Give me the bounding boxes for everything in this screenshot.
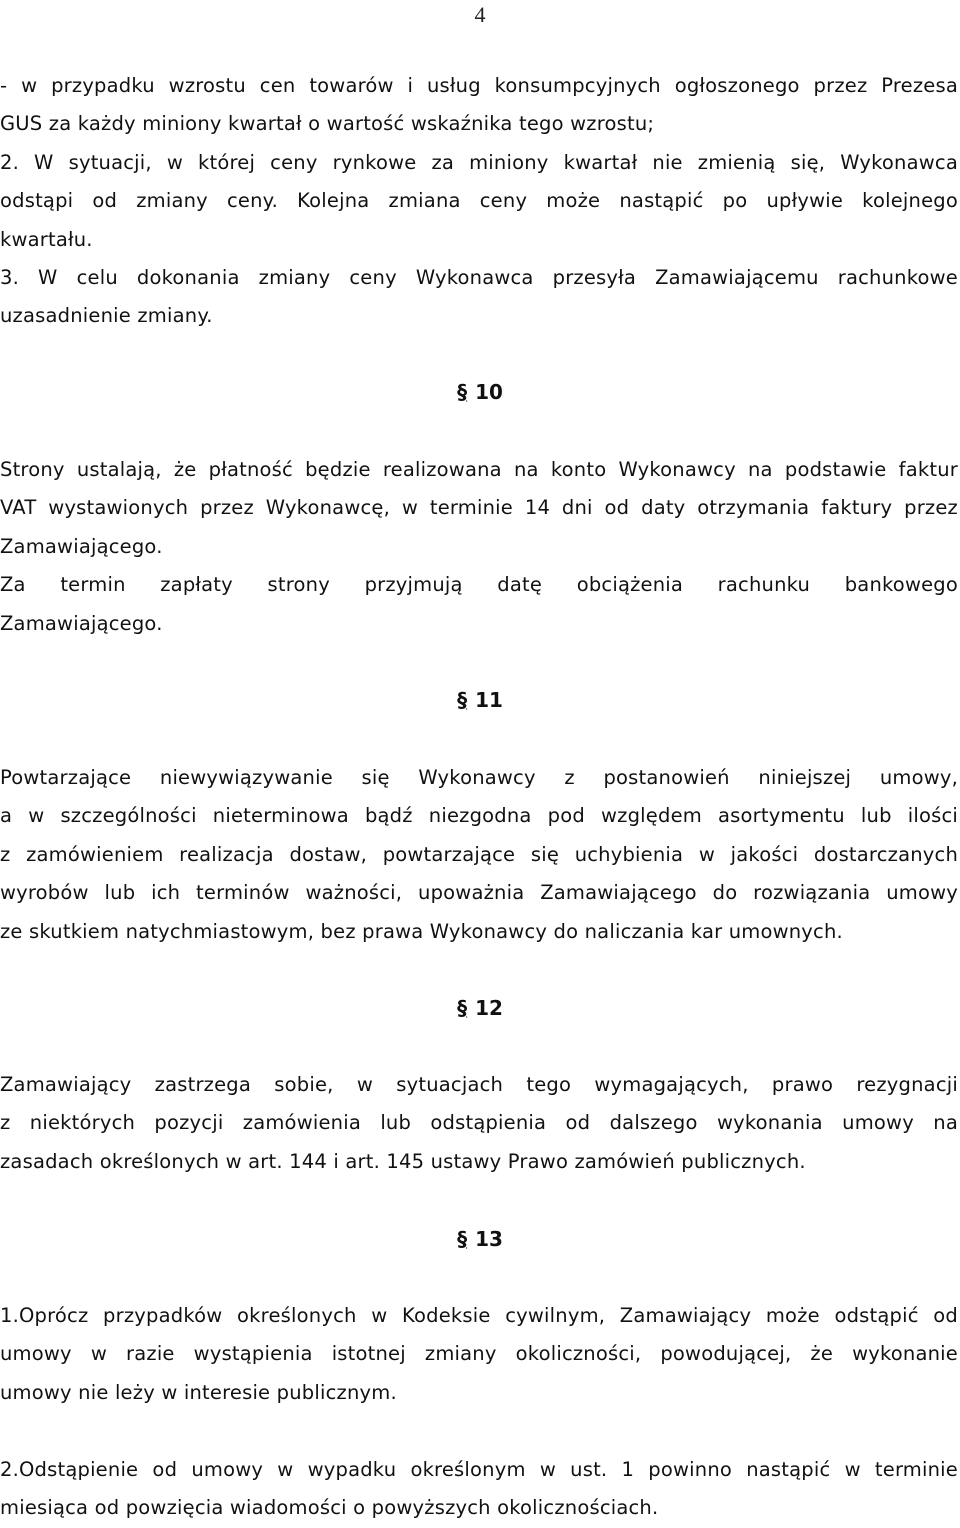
text-line: zasadach określonych w art. 144 i art. 145 ustawy Prawo zamówień publicznych.: [0, 1149, 806, 1173]
text-line: GUS za każdy miniony kwartał o wartość wskaźnika tego wzrostu;: [0, 112, 655, 136]
text-line: z niektórych pozycji zamówienia lub odstąpienia od dalszego wykonania umowy na: [0, 1111, 958, 1135]
text-line: VAT wystawionych przez Wykonawcę, w terminie 14 dni od daty otrzymania faktury przez: [0, 496, 958, 520]
text-line: kwartału.: [0, 227, 93, 251]
section-10-body: [0, 451, 958, 643]
section-13-paragraph-2: [0, 1451, 958, 1528]
section-number: 11: [475, 688, 503, 712]
text-line: 2. W sytuacji, w której ceny rynkowe za miniony kwartał nie zmienią się, Wykonawca: [0, 150, 958, 174]
text-line: 3. W celu dokonania zmiany ceny Wykonawca przesyła Zamawiającemu rachunkowe: [0, 266, 958, 290]
section-number: 13: [475, 1227, 503, 1251]
section-symbol: §: [457, 688, 468, 712]
section-heading-10: [0, 380, 960, 404]
text-line: miesiąca od powzięcia wiadomości o powyższych okolicznościach.: [0, 1496, 659, 1520]
text-line: Zamawiającego.: [0, 534, 163, 558]
text-line: z zamówieniem realizacja dostaw, powtarzające się uchybienia w jakości dostarczanych: [0, 842, 958, 866]
section-11-body: [0, 759, 958, 951]
section-heading-11: [0, 688, 960, 712]
text-line: uzasadnienie zmiany.: [0, 304, 213, 328]
section-number: 10: [475, 380, 503, 404]
text-line: Strony ustalają, że płatność będzie realizowana na konto Wykonawcy na podstawie faktur: [0, 458, 958, 481]
section-symbol: §: [457, 996, 468, 1020]
price-change-paragraph: [0, 67, 958, 336]
section-12-body: [0, 1066, 958, 1181]
text-line: ze skutkiem natychmiastowym, bez prawa Wykonawcy do naliczania kar umownych.: [0, 919, 843, 943]
text-line: a w szczególności nieterminowa bądź niezgodna pod względem asortymentu lub ilości: [0, 804, 958, 828]
text-line: 2.Odstąpienie od umowy w wypadku określonym w ust. 1 powinno nastąpić w terminie: [0, 1458, 958, 1481]
section-heading-13: [0, 1227, 960, 1251]
text-line: odstąpi od zmiany ceny. Kolejna zmiana ceny może nastąpić po upływie kolejnego: [0, 189, 958, 213]
section-13-paragraph-1: [0, 1297, 958, 1412]
text-line: 1.Oprócz przypadków określonych w Kodeksie cywilnym, Zamawiający może odstąpić od: [0, 1304, 958, 1327]
text-line: umowy w razie wystąpienia istotnej zmiany okoliczności, powodującej, że wykonanie: [0, 1342, 958, 1366]
text-line: Powtarzające niewywiązywanie się Wykonawcy z postanowień niniejszej umowy,: [0, 766, 958, 789]
text-line: Zamawiający zastrzega sobie, w sytuacjach tego wymagających, prawo rezygnacji: [0, 1073, 958, 1096]
text-line: wyrobów lub ich terminów ważności, upoważnia Zamawiającego do rozwiązania umowy: [0, 881, 958, 905]
section-heading-12: [0, 996, 960, 1020]
text-line: Zamawiającego.: [0, 611, 163, 635]
text-line: umowy nie leży w interesie publicznym.: [0, 1380, 397, 1404]
page-number: 4: [474, 2, 486, 27]
text-line: Za termin zapłaty strony przyjmują datę obciążenia rachunku bankowego: [0, 573, 958, 597]
text-line: - w przypadku wzrostu cen towarów i usług konsumpcyjnych ogłoszonego przez Prezesa: [0, 74, 958, 97]
section-symbol: §: [457, 380, 468, 404]
section-symbol: §: [457, 1227, 468, 1251]
section-number: 12: [475, 996, 503, 1020]
